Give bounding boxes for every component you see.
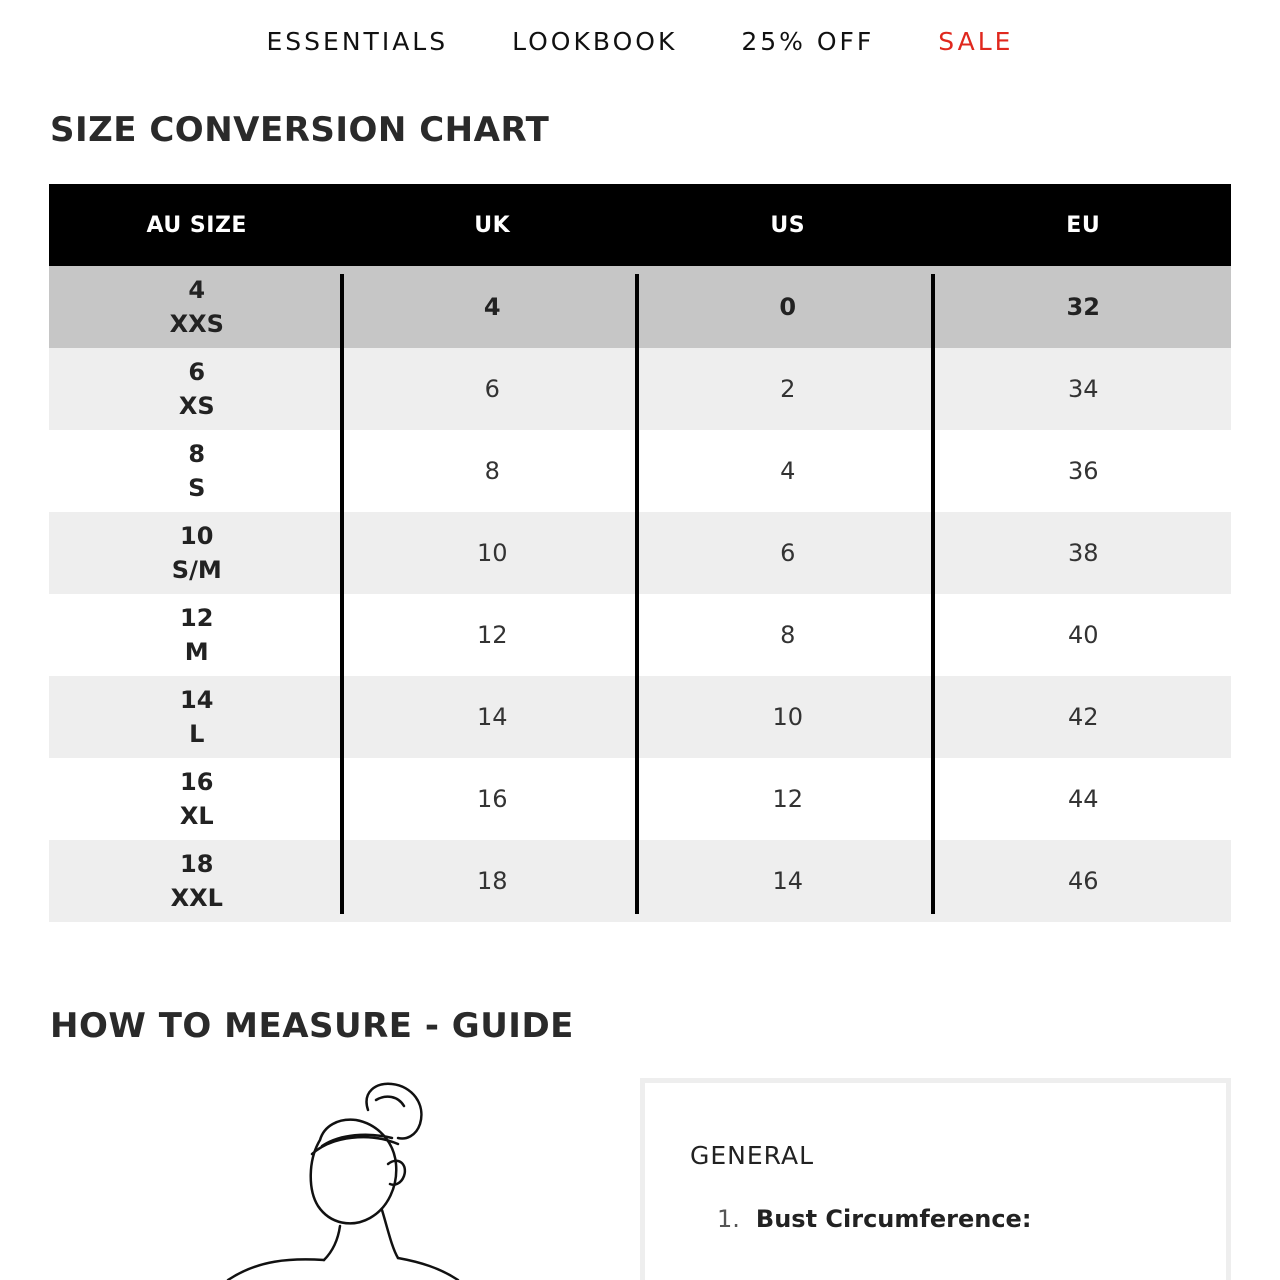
guide-general-heading: GENERAL <box>690 1141 815 1170</box>
uk-size-cell: 10 <box>476 539 508 567</box>
us-size-cell: 4 <box>780 457 796 485</box>
us-size-cell: 2 <box>780 375 796 403</box>
table-row <box>49 430 1231 512</box>
au-size-number: 6 <box>188 358 206 386</box>
au-size-number: 10 <box>180 522 214 550</box>
table-row <box>49 348 1231 430</box>
measure-guide-panel <box>640 1078 1231 1280</box>
au-size-number: 8 <box>188 440 206 468</box>
au-size-cell <box>49 676 345 758</box>
table-row <box>49 840 1231 922</box>
guide-item-label: Bust Circumference: <box>755 1205 1032 1233</box>
guide-list-item <box>717 1205 1031 1233</box>
header-eu: EU <box>1066 212 1101 238</box>
table-row <box>49 512 1231 594</box>
us-size-cell: 6 <box>780 539 796 567</box>
nav-essentials-link[interactable]: ESSENTIALS <box>266 27 449 56</box>
au-size-cell <box>49 348 345 430</box>
measure-guide-title: HOW TO MEASURE - GUIDE <box>50 1006 574 1046</box>
table-header-row <box>49 184 1231 266</box>
eu-size-cell: 44 <box>1067 785 1099 813</box>
table-body <box>49 266 1231 922</box>
nav-lookbook-link[interactable]: LOOKBOOK <box>512 27 678 56</box>
header-au-size: AU SIZE <box>146 212 247 238</box>
woman-outline-icon <box>200 1080 500 1280</box>
au-size-number: 16 <box>180 768 214 796</box>
eu-size-cell: 32 <box>1066 293 1100 321</box>
au-size-cell <box>49 758 345 840</box>
au-size-letter: XXL <box>170 884 223 912</box>
au-size-letter: S <box>188 474 206 502</box>
uk-size-cell: 4 <box>483 293 501 321</box>
size-conversion-table <box>49 184 1231 922</box>
uk-size-cell: 6 <box>484 375 500 403</box>
table-row <box>49 676 1231 758</box>
uk-size-cell: 12 <box>476 621 508 649</box>
uk-size-cell: 16 <box>476 785 508 813</box>
nav-sale-link[interactable]: SALE <box>938 27 1014 56</box>
au-size-number: 4 <box>188 276 206 304</box>
au-size-cell <box>49 594 345 676</box>
eu-size-cell: 36 <box>1067 457 1099 485</box>
column-divider <box>635 274 639 914</box>
us-size-cell: 8 <box>780 621 796 649</box>
au-size-letter: XL <box>179 802 214 830</box>
column-divider <box>340 274 344 914</box>
us-size-cell: 14 <box>772 867 804 895</box>
au-size-letter: XS <box>178 392 215 420</box>
size-chart-title: SIZE CONVERSION CHART <box>50 110 550 150</box>
guide-item-number: 1. <box>717 1205 740 1233</box>
eu-size-cell: 40 <box>1067 621 1099 649</box>
au-size-number: 14 <box>180 686 214 714</box>
eu-size-cell: 46 <box>1067 867 1099 895</box>
au-size-cell <box>49 266 345 348</box>
au-size-cell <box>49 430 345 512</box>
header-uk: UK <box>474 212 511 238</box>
table-row <box>49 758 1231 840</box>
au-size-number: 12 <box>180 604 214 632</box>
table-row <box>49 594 1231 676</box>
eu-size-cell: 42 <box>1067 703 1099 731</box>
us-size-cell: 12 <box>772 785 804 813</box>
table-row <box>49 266 1231 348</box>
header-us: US <box>770 212 806 238</box>
au-size-letter: M <box>184 638 209 666</box>
eu-size-cell: 34 <box>1067 375 1099 403</box>
au-size-cell <box>49 840 345 922</box>
au-size-letter: L <box>189 720 205 748</box>
eu-size-cell: 38 <box>1067 539 1099 567</box>
uk-size-cell: 14 <box>476 703 508 731</box>
au-size-letter: XXS <box>169 310 224 338</box>
uk-size-cell: 8 <box>484 457 500 485</box>
top-navigation <box>0 22 1280 62</box>
us-size-cell: 10 <box>772 703 804 731</box>
nav-25-off-link[interactable]: 25% OFF <box>741 27 875 56</box>
au-size-letter: S/M <box>171 556 222 584</box>
uk-size-cell: 18 <box>476 867 508 895</box>
au-size-cell <box>49 512 345 594</box>
au-size-number: 18 <box>180 850 214 878</box>
column-divider <box>931 274 935 914</box>
us-size-cell: 0 <box>779 293 797 321</box>
